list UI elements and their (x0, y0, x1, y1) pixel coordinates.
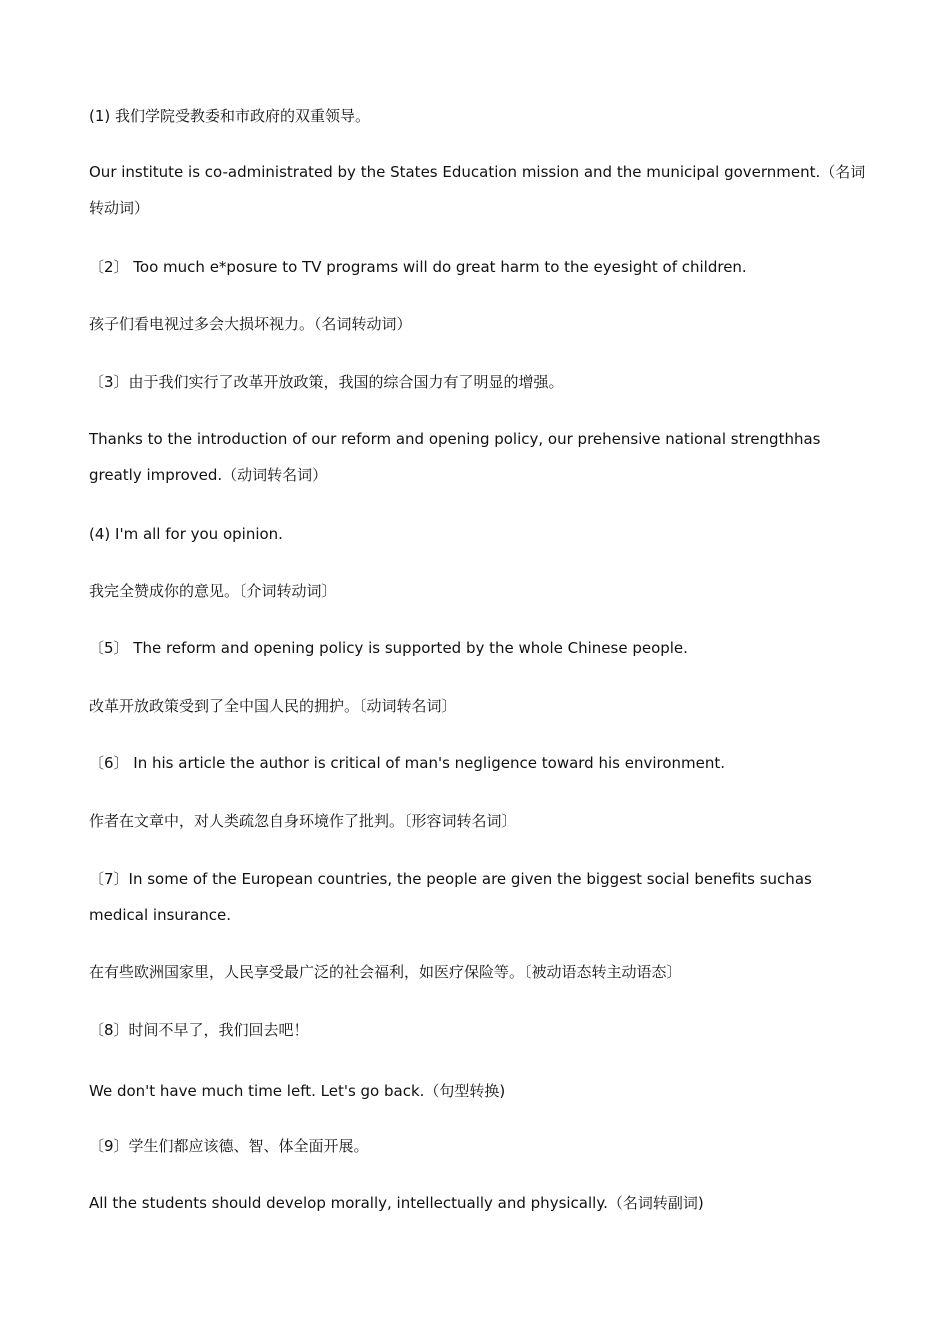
example-9-chinese: 〔9〕学生们都应该德、智、体全面开展。 (89, 1137, 369, 1155)
example-9-translation: All the students should develop morally, intellectually and physically.（名词转副词) (89, 1194, 704, 1212)
example-5-translation: 改革开放政策受到了全中国人民的拥护。〔动词转名词〕 (89, 697, 457, 715)
example-4-translation: 我完全赞成你的意见。〔介词转动词〕 (89, 582, 337, 600)
example-4-english: (4) I'm all for you opinion. (89, 525, 283, 543)
example-6-english: 〔6〕 In his article the author is critical of man's negligence toward his environment. (89, 754, 726, 772)
example-2-translation: 孩子们看电视过多会大损坏视力。（名词转动词） (89, 315, 412, 333)
example-6-translation: 作者在文章中，对人类疏忽自身环境作了批判。〔形容词转名词〕 (89, 812, 517, 830)
example-8-translation: We don't have much time left. Let's go back.（句型转换) (89, 1082, 506, 1100)
example-3-chinese: 〔3〕由于我们实行了改革开放政策，我国的综合国力有了明显的增强。 (89, 373, 564, 391)
example-7-translation: 在有些欧洲国家里，人民享受最广泛的社会福利，如医疗保险等。〔被动语态转主动语态〕 (89, 963, 682, 981)
example-1-translation: Our institute is co-administrated by the States Education mission and the municipal government.（名词转动词） (89, 163, 866, 217)
example-5-english: 〔5〕 The reform and opening policy is supported by the whole Chinese people. (89, 639, 688, 657)
example-2-english: 〔2〕 Too much e*posure to TV programs will do great harm to the eyesight of children. (89, 258, 747, 276)
example-7-english: 〔7〕In some of the European countries, the people are given the biggest social benefits suchas medical insurance. (89, 870, 812, 924)
example-3-translation: Thanks to the introduction of our reform and opening policy, our prehensive national strengthhas greatly improved.（动词转名词） (89, 430, 821, 484)
example-1-chinese: (1) 我们学院受教委和市政府的双重领导。 (89, 107, 371, 125)
example-8-chinese: 〔8〕时间不早了，我们回去吧！ (89, 1021, 309, 1039)
